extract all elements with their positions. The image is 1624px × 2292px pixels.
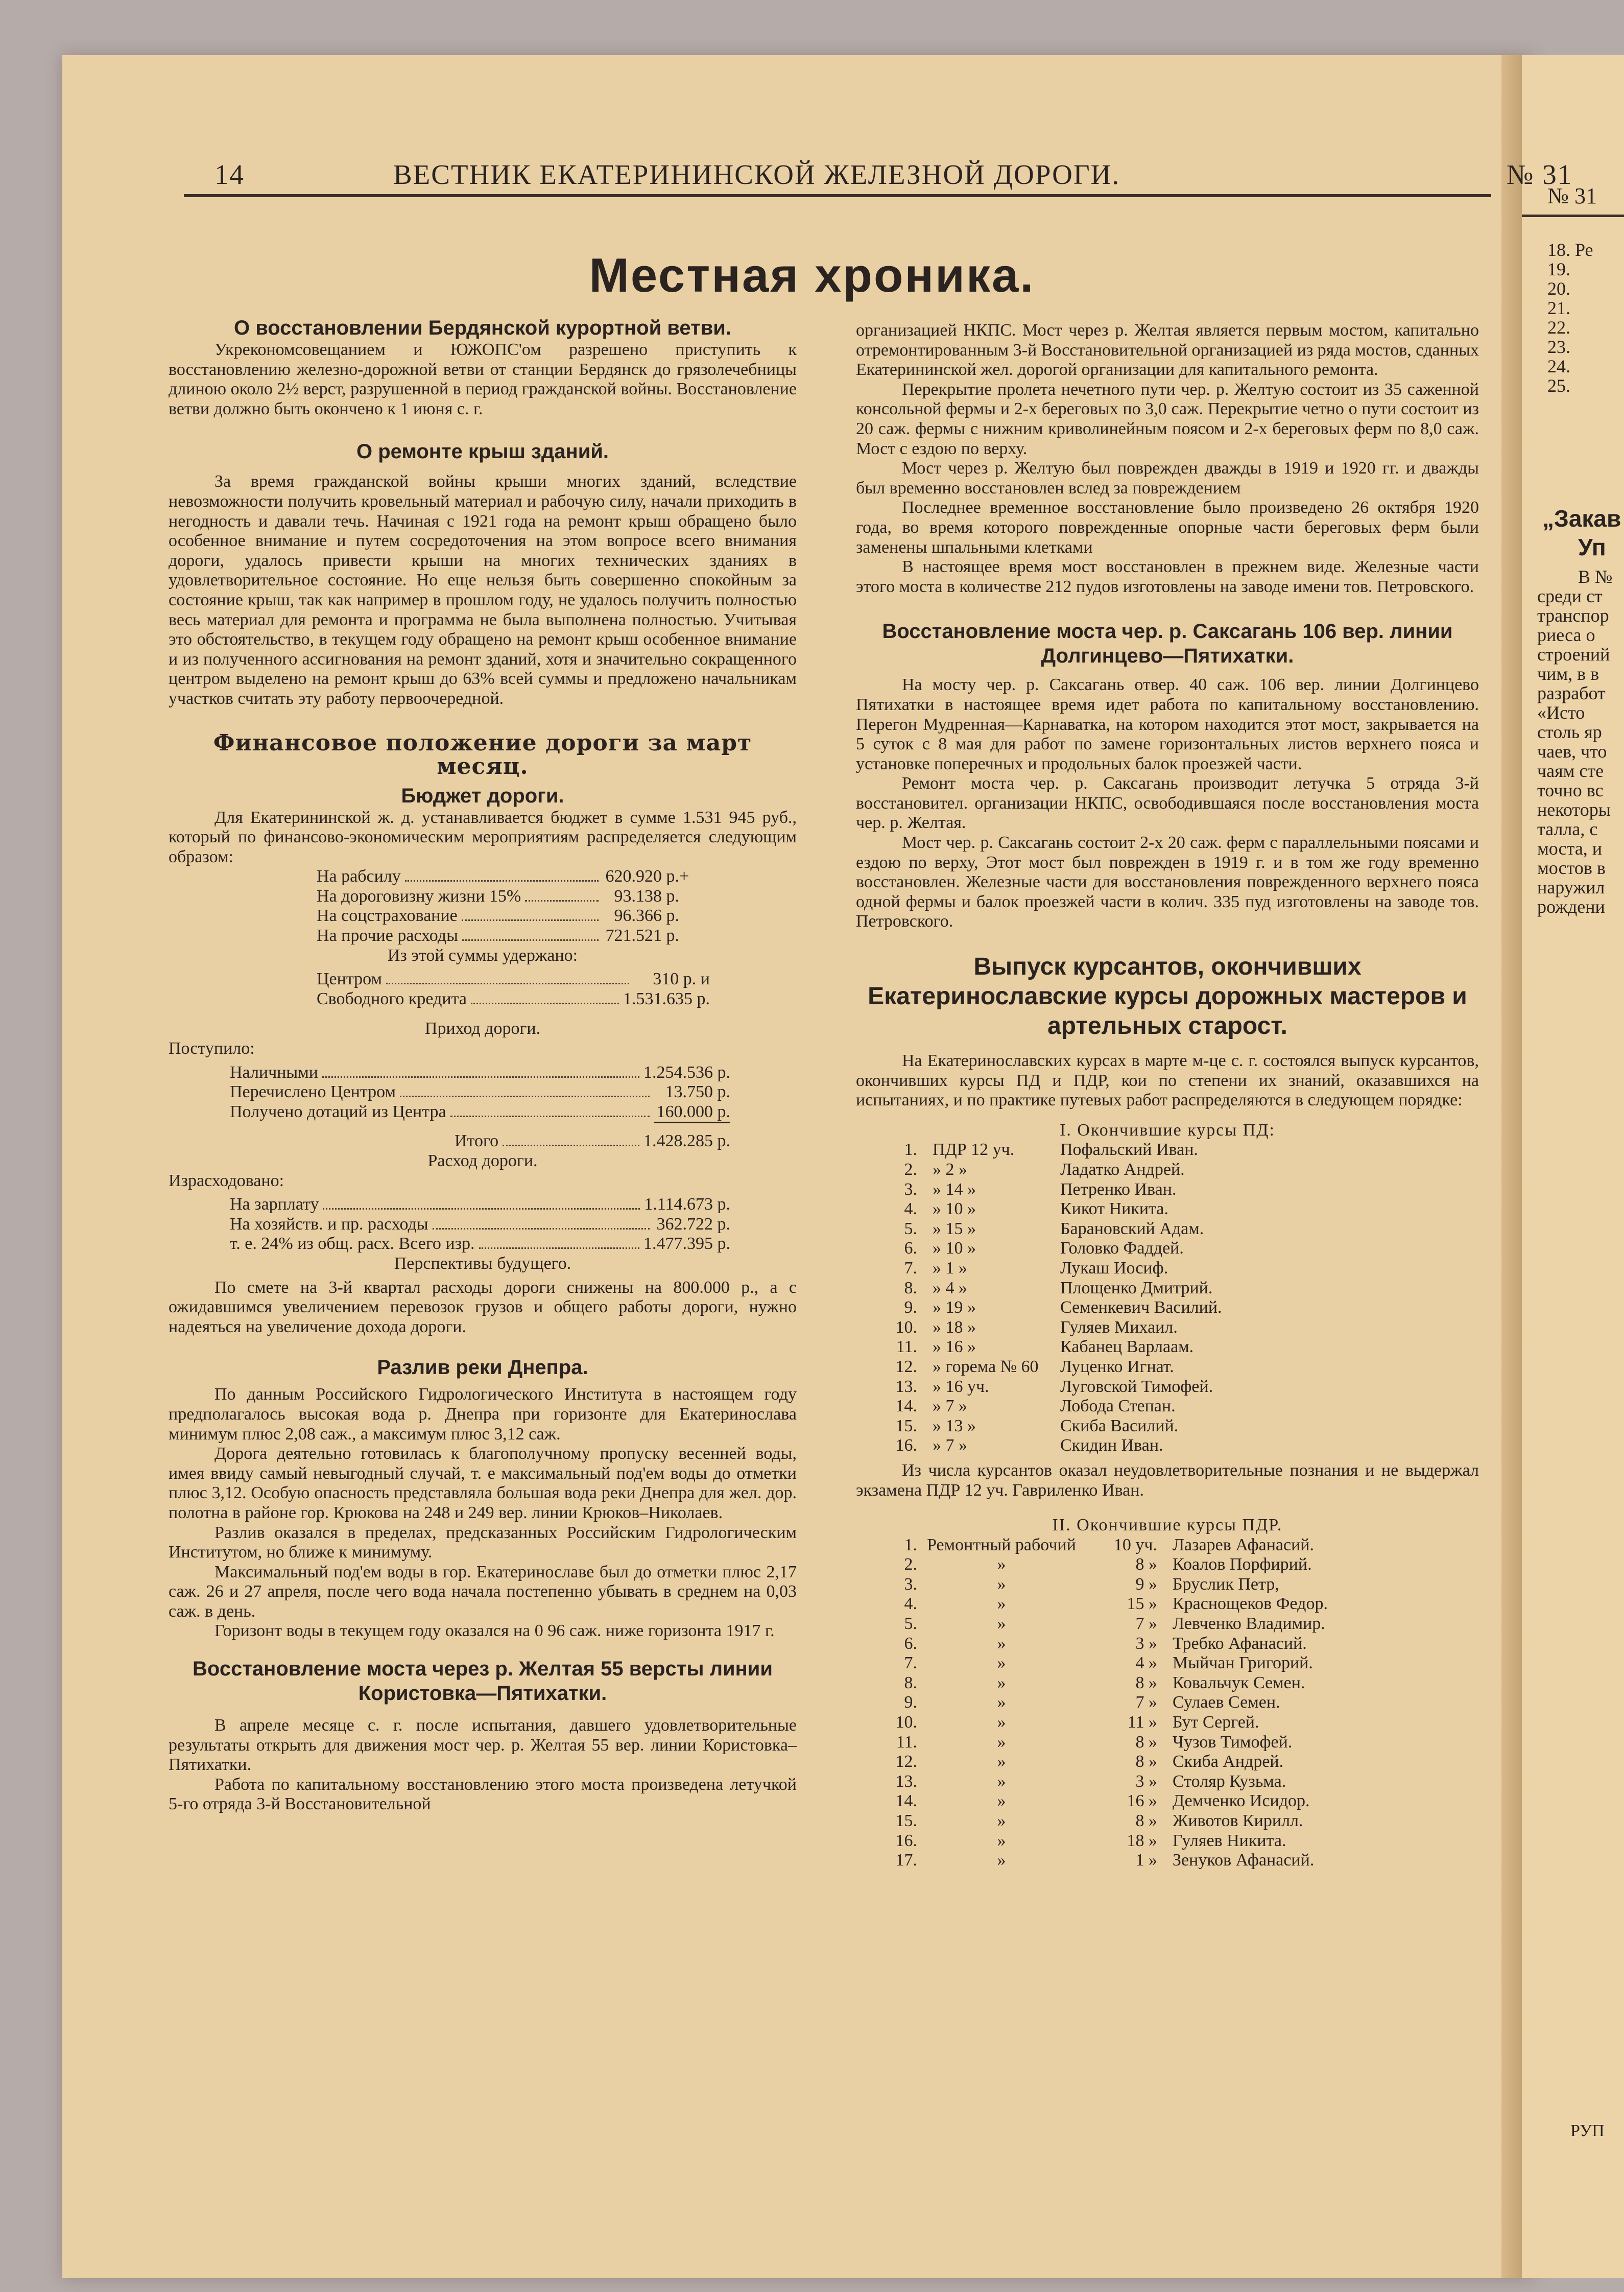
item-number: 15. — [895, 1416, 917, 1435]
item-number: 13. — [895, 1771, 917, 1791]
running-header — [138, 153, 1573, 194]
list-item — [866, 1811, 1479, 1831]
article-paragraph: Ремонт моста чер. р. Саксагань производит летучка 5 отряда 3-й восстановител. организации НКПС, освободившаяся после восстановления моста чер. р. Желтая. — [856, 774, 1479, 833]
item-number: 1. — [904, 1535, 917, 1554]
item-name: Чузов Тимофей. — [1173, 1732, 1293, 1752]
next-page-line: наружил — [1537, 877, 1605, 897]
dot-leader — [322, 1076, 639, 1078]
item-number: 13. — [895, 1377, 917, 1396]
allocation-list — [317, 867, 710, 946]
list-item — [866, 1791, 1479, 1811]
ledger-row — [317, 989, 710, 1009]
item-number: 8. — [904, 1278, 917, 1297]
article-paragraph: Последнее временное восстановление было произведено 26 октября 1920 года, во время которого поврежденные опорные части береговых ферм были заменены шпальными клетками — [856, 498, 1479, 557]
item-number: 12. — [895, 1357, 917, 1376]
ledger-value: 96.366 р. — [614, 906, 679, 926]
ledger-row — [230, 1063, 730, 1083]
list-item — [866, 1713, 1479, 1733]
article-paragraph: Горизонт воды в текущем году оказался на 0 96 саж. ниже горизонта 1917 г. — [214, 1621, 775, 1641]
item-number: 9. — [904, 1693, 917, 1712]
item-number: 9. — [904, 1298, 917, 1317]
list-item — [866, 1634, 1479, 1654]
item-position: » — [997, 1752, 1006, 1771]
next-page-line: 24. — [1547, 356, 1570, 376]
item-number: 3. — [904, 1574, 917, 1594]
item-section: 15 » — [1127, 1594, 1157, 1614]
next-page-line: некоторы — [1537, 799, 1611, 820]
item-position: » — [997, 1811, 1006, 1830]
item-position: » — [997, 1732, 1006, 1752]
item-section: 18 » — [1127, 1831, 1157, 1850]
list-item — [866, 1594, 1479, 1614]
item-position: » — [997, 1673, 1006, 1692]
list-label: Поступило: — [169, 1039, 255, 1058]
item-section: » 19 » — [933, 1298, 976, 1317]
list-item — [866, 1851, 1479, 1871]
item-section: 7 » — [1135, 1614, 1157, 1634]
ledger-row — [230, 1102, 730, 1124]
item-section: 8 » — [1135, 1752, 1157, 1771]
list-item — [866, 1357, 1479, 1377]
item-number: 10. — [895, 1713, 917, 1732]
item-position: » — [997, 1634, 1006, 1653]
item-section: 8 » — [1135, 1673, 1157, 1692]
item-section: » 7 » — [933, 1397, 967, 1416]
item-name: Барановский Адам. — [1060, 1219, 1204, 1238]
item-name: Скиба Андрей. — [1173, 1752, 1284, 1771]
list-label: Израсходовано: — [169, 1171, 284, 1190]
item-name: Петренко Иван. — [1060, 1179, 1177, 1199]
list-item — [866, 1219, 1479, 1239]
article-paragraph: Мост через р. Желтую был поврежден дважды в 1919 и 1920 гг. и дважды был временно восстановлен вслед за повреждением — [856, 459, 1479, 498]
ledger-label: Перечислено Центром — [230, 1082, 396, 1102]
ledger-row — [230, 1234, 730, 1254]
next-page-line: транспор — [1537, 605, 1609, 626]
item-name: Скиба Василий. — [1060, 1416, 1179, 1435]
list-item — [866, 1693, 1479, 1713]
header-rule — [184, 194, 1491, 197]
item-name: Площенко Дмитрий. — [1060, 1278, 1213, 1297]
item-section: ПДР 12 уч. — [933, 1140, 1015, 1160]
next-page-line: 25. — [1547, 375, 1570, 396]
next-page-line: разработ — [1537, 683, 1606, 703]
item-name: Коалов Порфирий. — [1173, 1555, 1312, 1574]
item-number: 7. — [904, 1258, 917, 1278]
item-name: Зенуков Афанасий. — [1173, 1851, 1315, 1870]
ledger-value: 310 р. и — [653, 970, 710, 989]
item-name: Демченко Исидор. — [1173, 1791, 1310, 1811]
item-name: Ковальчук Семен. — [1173, 1673, 1305, 1692]
list-item — [866, 1239, 1479, 1259]
list-item — [866, 1199, 1479, 1219]
next-page-line: 21. — [1547, 298, 1570, 318]
item-section: 8 » — [1135, 1811, 1157, 1830]
item-number: 2. — [904, 1555, 917, 1574]
item-number: 5. — [904, 1614, 917, 1634]
article-paragraph: По данным Российского Гидрологического Института в настоящем году предполагалось высокая вода р. Днепра при горизонте для Екатеринослава минимум плюс 2,08 саж., а максимум плюс 3,12 саж. — [169, 1385, 797, 1444]
item-name: Требко Афанасий. — [1173, 1634, 1307, 1653]
item-position: » — [997, 1614, 1006, 1634]
article-paragraph: Мост чер. р. Саксагань состоит 2-х 20 саж. ферм с параллельными поясами и ездою по верху, Этот мост был поврежден в 1919 г. и в том же году временно восстановлен. Железные части для восстановления поврежденного верхнего пояса одной фермы и балок проезжей части в колич. 335 пуд изготовлены на заводе тов. Петровского. — [856, 833, 1479, 931]
item-section: » 10 » — [933, 1199, 976, 1219]
article-paragraph: В апреле месяце с. г. после испытания, давшего удовлетворительные результаты открыть для движения мост чер. р. Желтая 55 вер. линии Користовка–Пятихатки. — [169, 1716, 797, 1775]
list-title: I. Окончившие курсы ПД: — [1060, 1120, 1275, 1140]
article-title: О ремонте крыш зданий. — [356, 440, 609, 463]
ledger-value: 1.477.395 р. — [643, 1234, 730, 1254]
next-page-heading: „Закав — [1542, 505, 1621, 532]
withheld-list — [317, 970, 710, 1009]
ledger-row — [230, 1195, 730, 1215]
list-item — [866, 1259, 1479, 1279]
item-section: 4 » — [1135, 1653, 1157, 1673]
ledger-label: На дороговизну жизни 15% — [317, 886, 521, 906]
next-page-line: чим, в в — [1537, 664, 1599, 684]
ledger-label: Получено дотаций из Центра — [230, 1102, 446, 1121]
item-section: 16 » — [1127, 1791, 1157, 1811]
next-page-line: моста, и — [1537, 838, 1603, 859]
subheading: Бюджет дороги. — [401, 784, 564, 807]
article-title: Восстановление моста через р. Желтая 55 версты линии Користовка—Пятихатки. — [193, 1658, 773, 1705]
ledger-mark: + — [679, 867, 689, 886]
ledger-label: Свободного кредита — [317, 989, 467, 1008]
item-number: 1. — [904, 1140, 917, 1160]
item-number: 11. — [896, 1337, 917, 1357]
subheading: Расход дороги. — [427, 1151, 538, 1170]
ledger-value: 1.114.673 р. — [644, 1195, 730, 1214]
ledger-row — [317, 867, 710, 887]
list-item — [866, 1772, 1479, 1792]
item-section: » 16 » — [933, 1337, 976, 1357]
next-page-footer: РУП — [1570, 2121, 1605, 2140]
item-number: 12. — [895, 1752, 917, 1771]
item-name: Головко Фаддей. — [1060, 1239, 1184, 1258]
next-page-line: талла, с — [1537, 819, 1598, 839]
list-title: II. Окончившие курсы ПДР. — [1052, 1516, 1283, 1535]
item-name: Животов Кирилл. — [1173, 1811, 1303, 1830]
ledger-label: Центром — [317, 970, 382, 989]
ledger-value: 620.920 р. — [605, 867, 679, 886]
article-paragraph: На Екатеринославских курсах в марте м-це с. г. состоялся выпуск курсантов, окончивших курсы ПД и ПДР, кои по степени их знаний, оказавшихся на испытаниях, и по практике путевых работ распределяются в следующем порядке: — [856, 1051, 1479, 1110]
article-paragraph: Для Екатерининской ж. д. устанавливается бюджет в сумме 1.531 945 руб., который по финансово-экономическим мероприятиям распределяется следующим образом: — [169, 808, 797, 866]
item-position: Ремонтный рабочий — [927, 1535, 1076, 1554]
next-page-line: В № — [1578, 566, 1613, 587]
next-page-rule — [1522, 215, 1624, 217]
item-name: Семенкевич Василий. — [1060, 1298, 1222, 1317]
dot-leader — [525, 900, 599, 902]
list-item — [866, 1575, 1479, 1595]
article-paragraph: В настоящее время мост восстановлен в прежнем виде. Железные части этого моста в количестве 212 пудов изготовлены на заводе имени тов. Петровского. — [856, 557, 1479, 596]
item-position: » — [997, 1791, 1006, 1811]
item-number: 14. — [895, 1791, 917, 1811]
list-item — [866, 1377, 1479, 1397]
list-item — [866, 1653, 1479, 1673]
item-number: 11. — [896, 1732, 917, 1752]
item-position: » — [997, 1693, 1006, 1712]
received-list — [230, 1063, 730, 1124]
page-number: 14 — [214, 159, 245, 190]
item-name: Столяр Кузьма. — [1173, 1771, 1286, 1791]
graduates-list-pd — [866, 1140, 1479, 1456]
item-section: » 13 » — [933, 1416, 976, 1435]
item-section: 1 » — [1135, 1851, 1157, 1870]
article-title: Разлив реки Днепра. — [377, 1356, 588, 1379]
item-name: Гуляев Михаил. — [1060, 1317, 1178, 1337]
article-paragraph: организацией НКПС. Мост через р. Желтая является первым мостом, капитально отремонтированным 3-й Восстановительной организацией из ряда мостов, сданных Екатерининской жел. дорогой организации для капитального ремонта. — [856, 321, 1479, 380]
next-page-heading: Уп — [1578, 534, 1606, 560]
article-paragraph: По смете на 3-й квартал расходы дороги снижены на 800.000 р., а с ожидавшимся увеличением перевозок грузов и общего работы дороги, нужно надеяться на увеличение дохода дороги. — [169, 1278, 797, 1336]
total-row: Итого 1.428.285 р. — [455, 1131, 730, 1151]
list-item — [866, 1160, 1479, 1180]
next-page-issue: № 31 — [1547, 183, 1597, 208]
ledger-row — [230, 1082, 730, 1102]
item-name: Пофальский Иван. — [1060, 1140, 1198, 1160]
ledger-label: Наличными — [230, 1062, 318, 1082]
ledger-value: 13.750 р. — [665, 1082, 730, 1102]
list-item — [866, 1337, 1479, 1357]
item-name: Лукаш Иосиф. — [1060, 1258, 1168, 1278]
next-page-edge — [1522, 55, 1624, 2278]
item-section: 8 » — [1135, 1555, 1157, 1574]
ledger-row — [230, 1215, 730, 1235]
list-item — [866, 1416, 1479, 1436]
article-title: О восстановлении Бердянской курортной ветви. — [233, 317, 732, 339]
item-name: Левченко Владимир. — [1173, 1614, 1325, 1634]
ledger-value: 93.138 р. — [614, 886, 679, 906]
item-name: Кикот Никита. — [1060, 1199, 1168, 1219]
ledger-value: 1.254.536 р. — [643, 1062, 730, 1082]
item-name: Ладатко Андрей. — [1060, 1160, 1185, 1179]
item-number: 4. — [904, 1199, 917, 1219]
dot-leader — [471, 1003, 619, 1004]
item-number: 3. — [904, 1179, 917, 1199]
article-paragraph: Дорога деятельно готовилась к благополучному пропуску весенней воды, имея ввиду самый невыгодный случай, т. е максимальный под'ем воды до отметки плюс 3,12. Особую опасность представляла большая вода реки Днепра для жел. дор. полотна в районе гор. Крюкова на 248 и 249 вер. линии Крюков–Николаев. — [169, 1444, 797, 1522]
item-number: 7. — [904, 1653, 917, 1673]
next-page-line: 22. — [1547, 317, 1570, 338]
item-name: Бруслик Петр, — [1173, 1574, 1279, 1594]
article-paragraph: Из числа курсантов оказал неудовлетворительные познания и не выдержал экзамена ПДР 12 уч. Гавриленко Иван. — [856, 1460, 1479, 1500]
item-section: » 18 » — [933, 1317, 976, 1337]
item-number: 15. — [895, 1811, 917, 1830]
subheading: Перспективы будущего. — [394, 1254, 571, 1273]
item-name: Гуляев Никита. — [1173, 1831, 1286, 1850]
item-number: 10. — [895, 1317, 917, 1337]
list-item — [866, 1555, 1479, 1575]
item-section: 11 » — [1127, 1713, 1157, 1732]
item-section: » 4 » — [933, 1278, 967, 1297]
item-name: Сулаев Семен. — [1173, 1693, 1280, 1712]
next-page-line: рождени — [1537, 896, 1605, 917]
ledger-value: 721.521 р. — [605, 926, 679, 946]
item-number: 6. — [904, 1239, 917, 1258]
list-item — [866, 1279, 1479, 1298]
list-item — [866, 1140, 1479, 1160]
next-page-line: чаев, что — [1537, 741, 1607, 762]
article-paragraph: На мосту чер. р. Саксагань отвер. 40 саж. 106 вер. линии Долгинцево Пятихатки в настоящее время идет работа по капитальному восстановлению. Перегон Мудренная—Карнаватка, на котором находится этот мост, закрывается на 5 суток с 8 мая для работ по замене горизонтальных листов верхнего пояса и установке поперечных и продольных балок проезжей части. — [856, 675, 1479, 773]
item-section: » 7 » — [933, 1436, 967, 1455]
dot-leader — [450, 1116, 650, 1117]
next-page-line: 18. Ре — [1547, 240, 1593, 260]
next-page-line: среди ст — [1537, 586, 1603, 606]
ledger-value: 1.531.635 р. — [623, 989, 710, 1008]
item-position: » — [997, 1594, 1006, 1614]
ledger-label: т. е. 24% из общ. расх. Всего изр. — [230, 1234, 475, 1254]
item-name: Луговской Тимофей. — [1060, 1377, 1213, 1396]
ledger-label: На рабсилу — [317, 867, 401, 886]
spent-list — [230, 1195, 730, 1254]
item-section: » 14 » — [933, 1179, 976, 1199]
next-page-line: «Исто — [1537, 702, 1585, 723]
graduates-list-pdr — [866, 1535, 1479, 1871]
list-label: Из этой суммы удержано: — [387, 946, 578, 965]
ledger-row — [317, 906, 710, 926]
item-number: 6. — [904, 1634, 917, 1653]
item-section: » 2 » — [933, 1160, 967, 1179]
next-page-line: столь яр — [1537, 722, 1602, 742]
item-name: Бут Сергей. — [1173, 1713, 1259, 1732]
ledger-label: На зарплату — [230, 1195, 319, 1214]
list-item — [866, 1831, 1479, 1851]
dot-leader — [400, 1096, 650, 1097]
item-position: » — [997, 1574, 1006, 1594]
item-position: » — [997, 1555, 1006, 1574]
list-item — [866, 1436, 1479, 1456]
next-page-line: 23. — [1547, 337, 1570, 357]
dot-leader — [405, 880, 599, 882]
item-number: 8. — [904, 1673, 917, 1692]
item-position: » — [997, 1713, 1006, 1732]
ledger-row — [317, 970, 710, 989]
article-paragraph: Работа по капитальному восстановлению этого моста произведена летучкой 5-го отряда 3-й Восстановительной — [169, 1775, 797, 1814]
list-item — [866, 1180, 1479, 1200]
item-name: Луценко Игнат. — [1060, 1357, 1174, 1376]
left-column — [169, 316, 797, 1814]
item-section: 3 » — [1135, 1634, 1157, 1653]
item-number: 17. — [895, 1851, 917, 1870]
list-item — [866, 1752, 1479, 1772]
article-paragraph: Максимальный под'ем воды в гор. Екатеринославе был до отметки плюс 2,17 саж. 26 и 27 апреля, после чего вода начала постепенно убывать в среднем на 0,03 саж. в день. — [169, 1562, 797, 1621]
item-number: 16. — [895, 1831, 917, 1850]
article-paragraph: За время гражданской войны крыши многих зданий, вследствие невозможности получить кровельный материал и рабочую силу, начали приходить в негодность и давали течь. Начиная с 1921 года на ремонт крыш обращено было особенное внимание и путем сосредоточения на этом вопросе всего внимания дороги, удалось привести крыши на многих технических зданиях в удовлетворительное состояние. Но еще нельзя быть совершенно спокойным за состояние крыш, так как например в прошлом году, не удалось получить полностью весь материал для ремонта и программа не была выполнена полностью. Учитывая это обстоятельство, в текущем году обращено на ремонт крыш особенное внимание и из полученного ассигнования на ремонт зданий, хотя и значительно сокращенного центром выделено на ремонт крыш до 63% всей суммы и предложено начальникам участков считать эту работу первоочередной. — [169, 472, 797, 708]
next-page-line: точно вс — [1537, 780, 1604, 800]
next-page-line: строений — [1537, 644, 1610, 665]
item-position: » — [997, 1831, 1006, 1850]
article-title: Финансовое положение дороги за март месяц. — [213, 729, 752, 779]
ledger-row — [317, 926, 710, 946]
list-item — [866, 1318, 1479, 1338]
item-position: » — [997, 1653, 1006, 1673]
right-column — [856, 321, 1479, 1871]
item-section: 7 » — [1135, 1693, 1157, 1712]
item-name: Лазарев Афанасий. — [1173, 1535, 1314, 1554]
dot-leader — [479, 1247, 639, 1249]
article-paragraph: Перекрытие пролета нечетного пути чер. р. Желтую состоит из 35 саженной консольной фермы и 2-х береговых по 3,0 саж. Перекрытие четно о пути состоит из 20 саж. фермы с нижним криволинейным поясом и 2-х береговых ферм по 8,0 саж. Мост с ездою по верху. — [856, 380, 1479, 458]
item-number: 16. — [895, 1436, 917, 1455]
journal-title: ВЕСТНИК ЕКАТЕРИНИНСКОЙ ЖЕЛЕЗНОЙ ДОРОГИ. — [393, 159, 1120, 190]
list-item — [866, 1733, 1479, 1753]
item-number: 5. — [904, 1219, 917, 1238]
next-page-line: риеса о — [1537, 625, 1595, 645]
item-section: » 16 уч. — [933, 1377, 989, 1396]
item-number: 2. — [904, 1160, 917, 1179]
item-section: » 15 » — [933, 1219, 976, 1238]
list-item — [866, 1397, 1479, 1416]
next-page-line: 19. — [1547, 259, 1570, 279]
dot-leader — [323, 1208, 640, 1210]
item-position: » — [997, 1771, 1006, 1791]
article-title: Выпуск курсантов, окончивших Екатеринославские курсы дорожных мастеров и артельных старост. — [868, 953, 1467, 1040]
dot-leader — [462, 939, 599, 941]
dot-leader — [433, 1228, 650, 1230]
item-name: Кабанец Варлаам. — [1060, 1337, 1194, 1357]
item-section: » 1 » — [933, 1258, 967, 1278]
item-name: Краснощеков Федор. — [1173, 1594, 1328, 1614]
list-item — [866, 1535, 1479, 1555]
issue-number: № 31 — [1507, 159, 1573, 190]
next-page-line: чаям сте — [1537, 761, 1604, 781]
item-section: 9 » — [1135, 1574, 1157, 1594]
dot-leader — [386, 983, 629, 984]
dot-leader — [462, 919, 599, 921]
item-number: 14. — [895, 1397, 917, 1416]
next-page-line: 20. — [1547, 278, 1570, 299]
item-number: 4. — [904, 1594, 917, 1614]
list-item — [866, 1673, 1479, 1693]
item-section: 8 » — [1135, 1732, 1157, 1752]
item-section: 3 » — [1135, 1771, 1157, 1791]
section-title: Местная хроника. — [589, 248, 1035, 302]
list-item — [866, 1614, 1479, 1634]
item-section: » горема № 60 — [933, 1357, 1039, 1376]
item-position: » — [997, 1851, 1006, 1870]
ledger-label: На прочие расходы — [317, 926, 458, 946]
item-section: » 10 » — [933, 1239, 976, 1258]
article-title: Восстановление моста чер. р. Саксагань 106 вер. линии Долгинцево—Пятихатки. — [882, 620, 1453, 668]
article-paragraph: Укрекономсовещанием и ЮЖОПС'ом разрешено приступить к восстановлению железно-дорожной ветви от станции Бердянск до грязолечебницы длиною около 2½ верст, разрушенной в период гражданской войны. Восстановление ветви должно быть окончено к 1 июня с. г. — [169, 340, 797, 418]
ledger-label: На соцстрахование — [317, 906, 458, 926]
ledger-row — [317, 887, 710, 907]
subheading: Приход дороги. — [424, 1019, 541, 1038]
item-section: 10 уч. — [1113, 1535, 1157, 1554]
next-page-line: мостов в — [1537, 858, 1606, 878]
item-name: Скидин Иван. — [1060, 1436, 1163, 1455]
ledger-label: На хозяйств. и пр. расходы — [230, 1214, 428, 1234]
ledger-value: 362.722 р. — [656, 1214, 730, 1234]
article-paragraph: Разлив оказался в пределах, предсказанных Российским Гидрологическим Институтом, но ближе к минимуму. — [169, 1523, 797, 1562]
ledger-value: 160.000 р. — [654, 1102, 730, 1124]
item-name: Лобода Степан. — [1060, 1397, 1176, 1416]
item-name: Мыйчан Григорий. — [1173, 1653, 1313, 1673]
list-item — [866, 1298, 1479, 1318]
